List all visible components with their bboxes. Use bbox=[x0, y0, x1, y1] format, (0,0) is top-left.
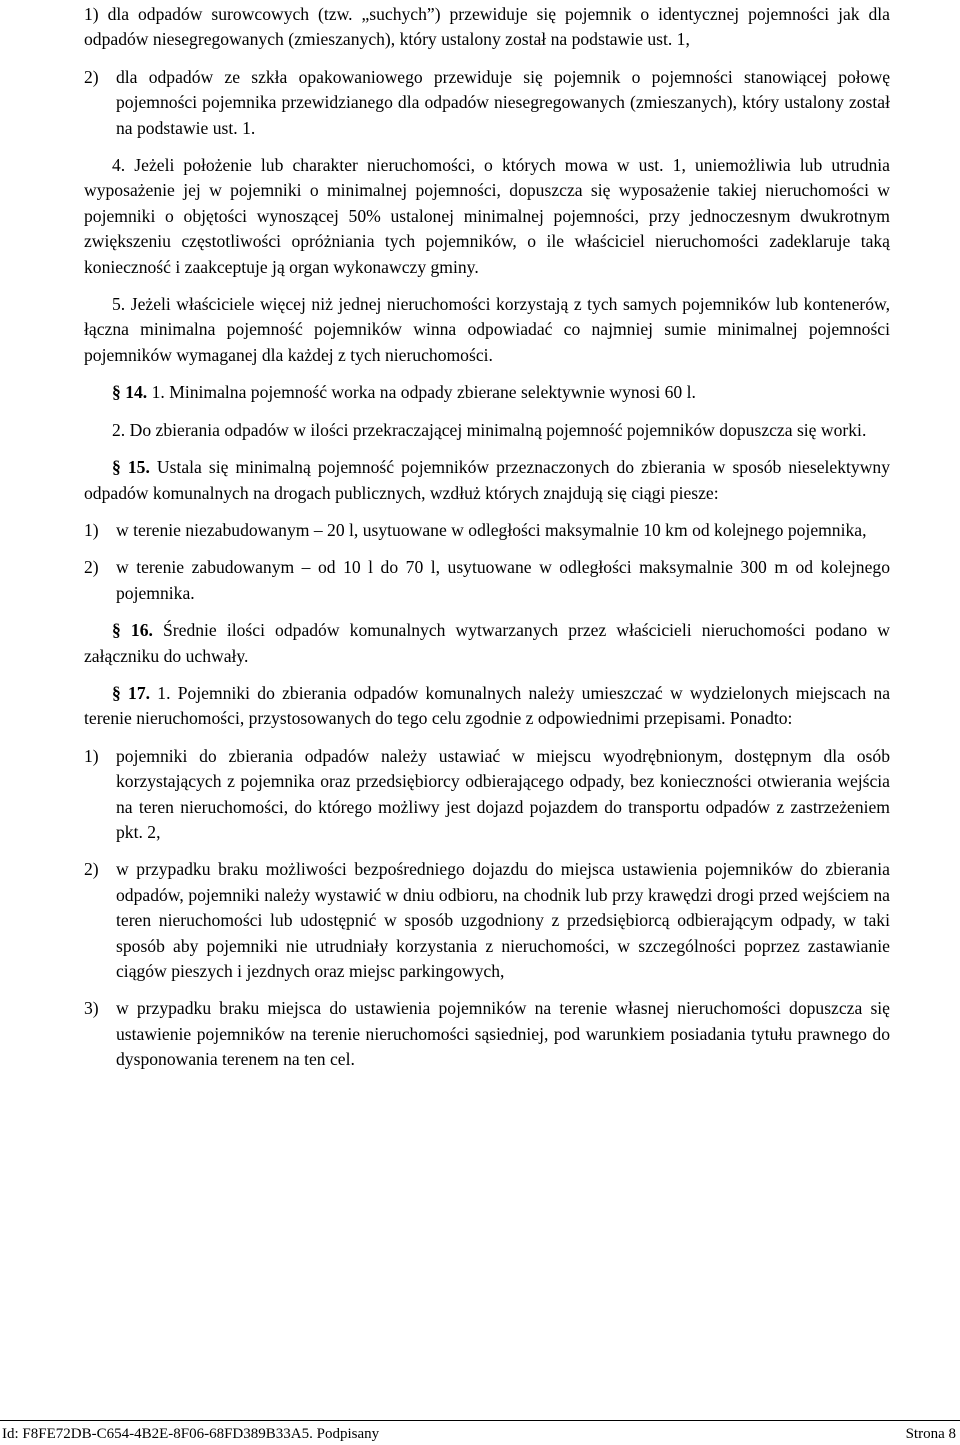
paragraph-text: Średnie ilości odpadów komunalnych wytwarzanych przez właścicieli nieruchomości podano w załączniku do uchwały. bbox=[84, 620, 890, 666]
section-number: § 14. bbox=[112, 382, 148, 403]
paragraph-text: Pojemniki do zbierania odpadów komunalnych należy umieszczać w wydzielonych miejscach na terenie nieruchomości, przystosowanych do tego celu zgodnie z odpowiednimi przepisami. Ponadto: bbox=[84, 682, 890, 729]
paragraph-ust-5 bbox=[84, 292, 890, 368]
page-footer bbox=[0, 1420, 960, 1445]
paragraph-section-14-ust-2 bbox=[84, 418, 890, 443]
list-item-15-1 bbox=[84, 518, 890, 543]
paragraph-text: Jeżeli położenie lub charakter nieruchomości, o których mowa w ust. 1, uniemożliwia lub utrudnia wyposażenie jej w pojemniki o minimalnej pojemności, dopuszcza się wyposażenie takiej nieruchomości w pojemniki o objętości wynoszącej 50% ustalonej minimalnej pojemności, przy jednoczesnym dwukrotnym zwiększeniu częstotliwości opróżniania tych pojemników, o ile właściciel nieruchomości zadeklaruje taką konieczność i zaakceptuje ją organ wykonawczy gminy. bbox=[84, 155, 890, 277]
list-item-15-2 bbox=[84, 555, 890, 606]
list-item-17-1 bbox=[84, 744, 890, 846]
paragraph-section-15 bbox=[84, 455, 890, 506]
paragraph-text: Minimalna pojemność worka na odpady zbierane selektywnie wynosi 60 l. bbox=[169, 382, 696, 403]
list-item-17-2 bbox=[84, 857, 890, 984]
list-item-text: w przypadku braku możliwości bezpośredniego dojazdu do miejsca ustawienia pojemników do zbierania odpadów, pojemniki należy wystawić w dniu odbioru, na chodnik lub przy krawędzi drogi przed wejściem na teren nieruchomości lub udostępnić w sposób uzgodniony z przedsiębiorcą odbierającym odpady, w taki sposób aby pojemniki nie utrudniały korzystania z nieruchomości, w szczególności poprzez zastawianie ciągów pieszych i jezdnych oraz miejsc parkingowych, bbox=[116, 859, 890, 981]
list-item-1 bbox=[84, 2, 890, 53]
list-item-text: dla odpadów surowcowych (tzw. „suchych”) przewiduje się pojemnik o identycznej pojemności jak dla odpadów niesegregowanych (zmieszanych), który ustalony został na podstawie ust. 1, bbox=[84, 4, 890, 50]
list-item-2 bbox=[84, 65, 890, 141]
paragraph-text: Ustala się minimalną pojemność pojemników przeznaczonych do zbierania w sposób nieselektywny odpadów komunalnych na drogach publicznych, wzdłuż których znajdują się ciągi piesze: bbox=[84, 457, 891, 503]
paragraph-text: Do zbierania odpadów w ilości przekraczającej minimalną pojemność pojemników dopuszcza się worki. bbox=[129, 419, 867, 440]
list-item-number: 1) bbox=[84, 519, 99, 540]
list-item-text: w terenie niezabudowanym – 20 l, usytuowane w odległości maksymalnie 10 km od kolejnego pojemnika, bbox=[116, 519, 867, 540]
list-item-text: dla odpadów ze szkła opakowaniowego przewiduje się pojemnik o pojemności stanowiącej połowę pojemności pojemnika przewidzianego dla odpadów niesegregowanych (zmieszanych), który ustalony został na podstawie ust. 1. bbox=[116, 66, 890, 138]
section-number: § 16. bbox=[112, 620, 153, 641]
list-item-number: 2) bbox=[84, 66, 99, 87]
list-item-number: 1) bbox=[84, 4, 99, 24]
paragraph-section-14 bbox=[84, 380, 890, 405]
document-body bbox=[84, 2, 890, 1085]
section-number: § 15. bbox=[112, 457, 150, 478]
paragraph-text: Jeżeli właściciele więcej niż jednej nieruchomości korzystają z tych samych pojemników lub kontenerów, łączna minimalna pojemność pojemników winna odpowiadać co najmniej sumie minimalnej pojemności pojemników wymaganej dla każdej z tych nieruchomości. bbox=[84, 294, 890, 365]
paragraph-section-17 bbox=[84, 681, 890, 732]
list-item-number: 3) bbox=[84, 998, 99, 1019]
list-item-number: 2) bbox=[84, 557, 99, 578]
paragraph-number: 5. bbox=[112, 294, 126, 315]
document-id: Id: F8FE72DB-C654-4B2E-8F06-68FD389B33A5. Podpisany bbox=[2, 1426, 380, 1442]
paragraph-number: 2. bbox=[112, 419, 126, 440]
section-number: § 17. bbox=[112, 682, 151, 703]
paragraph-number: 1. bbox=[151, 382, 165, 403]
list-item-text: w przypadku braku miejsca do ustawienia pojemników na terenie własnej nieruchomości dopuszcza się ustawienie pojemników na terenie nieruchomości sąsiedniej, pod warunkiem posiadania tytułu prawnego do dysponowania terenem na ten cel. bbox=[116, 998, 890, 1070]
paragraph-number: 4. bbox=[112, 155, 126, 176]
list-item-text: pojemniki do zbierania odpadów należy ustawiać w miejscu wyodrębnionym, dostępnym dla osób korzystających z pojemnika oraz przedsiębiorcy odbierającego odpady, bez konieczności otwierania wejścia na teren nieruchomości, do którego możliwy jest dojazd pojazdem do transportu odpadów z zastrzeżeniem pkt. 2, bbox=[116, 745, 890, 842]
list-item-number: 2) bbox=[84, 859, 99, 880]
list-item-17-3 bbox=[84, 996, 890, 1072]
paragraph-section-16 bbox=[84, 618, 890, 669]
list-item-number: 1) bbox=[84, 745, 99, 766]
paragraph-ust-4 bbox=[84, 153, 890, 280]
paragraph-number: 1. bbox=[157, 682, 171, 703]
list-item-text: w terenie zabudowanym – od 10 l do 70 l, usytuowane w odległości maksymalnie 300 m od kolejnego pojemnika. bbox=[116, 557, 890, 603]
page-number: Strona 8 bbox=[905, 1426, 956, 1442]
